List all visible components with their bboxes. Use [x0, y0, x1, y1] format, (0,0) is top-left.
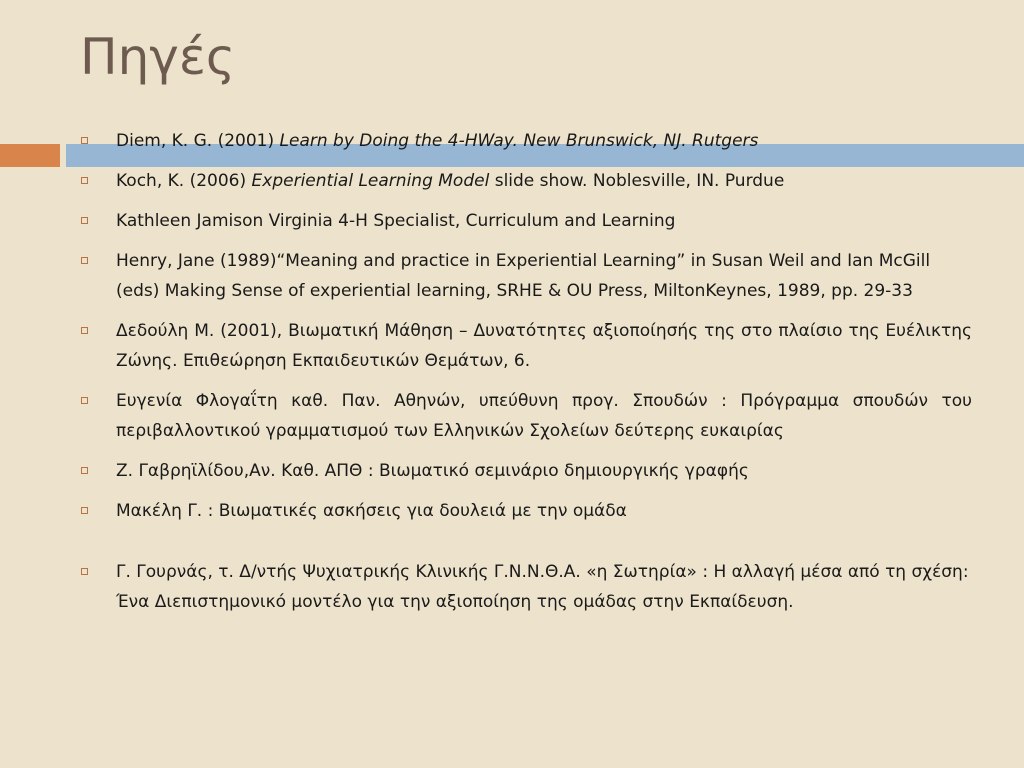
square-bullet-icon [81, 177, 88, 184]
square-bullet-icon [81, 467, 88, 474]
square-bullet-icon [81, 397, 88, 404]
reference-item [80, 456, 972, 486]
reference-suffix: slide show. Noblesville, IN. Purdue [489, 171, 785, 191]
reference-author: Diem, K. G. (2001) [116, 131, 280, 151]
reference-item [80, 126, 972, 156]
reference-text: Δεδούλη Μ. (2001), Βιωματική Μάθηση – Δυνατότητες αξιοποίησής της στο πλαίσιο της Ευέλικτης Ζώνης. Επιθεώρηση Εκπαιδευτικών Θεμάτων, 6. [116, 321, 972, 371]
square-bullet-icon [81, 217, 88, 224]
reference-item [80, 316, 972, 376]
reference-item [80, 206, 972, 236]
accent-bar-orange [0, 144, 60, 167]
reference-text [116, 171, 784, 191]
reference-author: Koch, K. (2006) [116, 171, 252, 191]
reference-item [80, 246, 972, 306]
square-bullet-icon [81, 568, 88, 575]
references-list [80, 126, 972, 627]
reference-item [80, 386, 972, 446]
reference-text: Μακέλη Γ. : Βιωματικές ασκήσεις για δουλειά με την ομάδα [116, 501, 627, 521]
slide-title: Πηγές [80, 28, 236, 86]
reference-title-italic: Learn by Doing the 4-HWay. New Brunswick, NJ. Rutgers [279, 131, 759, 151]
square-bullet-icon [81, 507, 88, 514]
reference-item [80, 557, 972, 617]
reference-text: Γ. Γουρνάς, τ. Δ/ντής Ψυχιατρικής Κλινικής Γ.Ν.Ν.Θ.Α. «η Σωτηρία» : Η αλλαγή μέσα από τη σχέση: Ένα Διεπιστημονικό μοντέλο για την αξιοποίηση της ομάδας στην Εκπαίδευση. [116, 562, 969, 612]
reference-item [80, 166, 972, 196]
reference-text [116, 131, 758, 151]
reference-text: Kathleen Jamison Virginia 4-H Specialist, Curriculum and Learning [116, 211, 676, 231]
reference-item [80, 496, 972, 526]
square-bullet-icon [81, 137, 88, 144]
square-bullet-icon [81, 327, 88, 334]
reference-title-italic: Experiential Learning Model [251, 171, 490, 191]
reference-text: Ευγενία Φλογαΐτη καθ. Παν. Αθηνών, υπεύθυνη προγ. Σπουδών : Πρόγραμμα σπουδών του περιβαλλοντικού γραμματισμού των Ελληνικών Σχολείων δεύτερης ευκαιρίας [116, 391, 972, 441]
reference-text: Ζ. Γαβρηϊλίδου,Αν. Καθ. ΑΠΘ : Βιωματικό σεμινάριο δημιουργικής γραφής [116, 461, 749, 481]
reference-text: Henry, Jane (1989)“Meaning and practice in Experiential Learning” in Susan Weil and Ian McGill (eds) Making Sense of experiential learning, SRHE & OU Press, MiltonKeynes, 1989, pp. 29-33 [116, 251, 931, 301]
square-bullet-icon [81, 257, 88, 264]
